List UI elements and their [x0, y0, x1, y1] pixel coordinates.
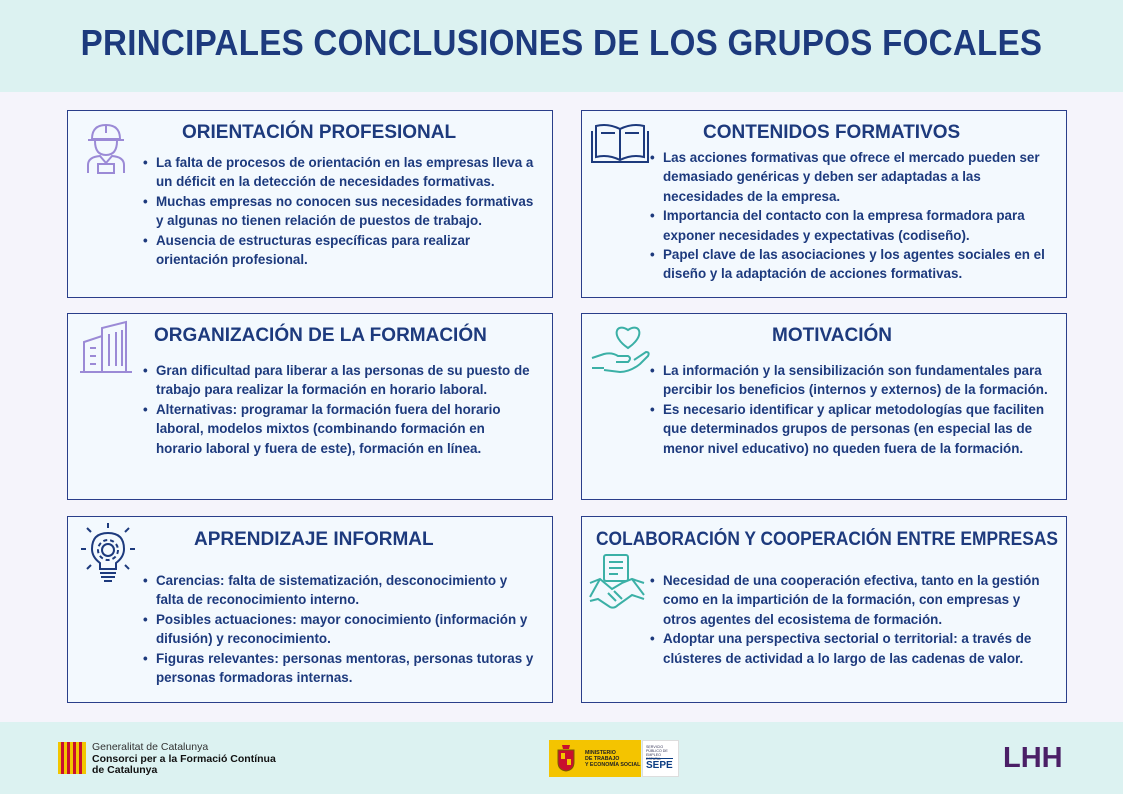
list-item: • La falta de procesos de orientación en las empresas lleva a un déficit en la detección de necesidades formativas. [156, 153, 534, 192]
card-title: MOTIVACIÓN [772, 325, 892, 346]
list-item: • Las acciones formativas que ofrece el mercado pueden ser demasiado genéricas y deben ser adaptadas a las necesidades de la empresa. [663, 148, 1055, 206]
lightbulb-gear-icon [80, 523, 136, 587]
heart-hand-icon [590, 318, 652, 376]
sepe-logo [642, 740, 679, 777]
card-colaboracion-cooperacion [581, 516, 1067, 703]
list-item: • Gran dificultad para liberar a las personas de su puesto de trabajo para realizar la formación en horario laboral. [156, 361, 534, 400]
bullet-list [156, 153, 534, 269]
list-item: • Ausencia de estructuras específicas para realizar orientación profesional. [156, 231, 534, 270]
ministerio-logo [549, 740, 641, 777]
gencat-logo [58, 742, 318, 776]
list-item: • Necesidad de una cooperación efectiva, tanto en la gestión como en la impartición de la formación, con empresas y otros agentes del ecosistema de formación. [663, 571, 1055, 629]
list-item: • Importancia del contacto con la empresa formadora para exponer necesidades y expectativas (codiseño). [663, 206, 1055, 245]
list-item: • Posibles actuaciones: mayor conocimiento (información y difusión) y reconocimiento. [156, 610, 536, 649]
card-title: ORIENTACIÓN PROFESIONAL [182, 122, 457, 143]
card-title: CONTENIDOS FORMATIVOS [703, 122, 961, 143]
ministerio-line-1: MINISTERIO [585, 750, 616, 756]
list-item: • Figuras relevantes: personas mentoras, personas tutoras y personas formadoras internas. [156, 649, 536, 688]
page-title: PRINCIPALES CONCLUSIONES DE LOS GRUPOS FOCALES [80, 22, 1043, 63]
bullet-list [663, 571, 1055, 668]
header-band [0, 0, 1123, 92]
ministerio-line-3: Y ECONOMÍA SOCIAL [585, 762, 641, 768]
list-item: • Es necesario identificar y aplicar metodologías que faciliten que determinados grupos de personas (en especial las de menor nivel educativo) no queden fuera de la formación. [663, 400, 1055, 458]
senyera-icon [58, 742, 86, 774]
card-orientacion-profesional [67, 110, 553, 298]
card-title: APRENDIZAJE INFORMAL [194, 529, 434, 550]
sepe-name: SEPE [646, 760, 673, 771]
ministerio-line-2: DE TRABAJO [585, 756, 620, 762]
coat-of-arms-icon [555, 744, 577, 772]
card-title: COLABORACIÓN Y COOPERACIÓN ENTRE EMPRESAS [596, 529, 1058, 550]
list-item: • La información y la sensibilización son fundamentales para percibir los beneficios (internos y externos) de la formación. [663, 361, 1055, 400]
gencat-line-2: Consorci per a la Formació Contínua [92, 752, 276, 765]
gencat-line-1: Generalitat de Catalunya [92, 741, 209, 753]
list-item: • Muchas empresas no conocen sus necesidades formativas y algunas no tienen relación de puestos de trabajo. [156, 192, 534, 231]
list-item: • Alternativas: programar la formación fuera del horario laboral, modelos mixtos (combinando formación en horario laboral y fuera de este), formación en línea. [156, 400, 534, 458]
card-motivacion [581, 313, 1067, 500]
building-icon [78, 320, 134, 376]
sepe-subtitle: SERVICIO PÚBLICO DE EMPLEO ESTATAL [646, 745, 668, 761]
card-title: ORGANIZACIÓN DE LA FORMACIÓN [154, 325, 487, 346]
bullet-list [156, 361, 534, 458]
card-aprendizaje-informal [67, 516, 553, 703]
worker-icon [80, 119, 132, 175]
card-contenidos-formativos [581, 110, 1067, 298]
handshake-icon [588, 553, 646, 609]
gencat-line-3: de Catalunya [92, 764, 158, 776]
bullet-list [156, 571, 536, 687]
list-item: • Carencias: falta de sistematización, desconocimiento y falta de reconocimiento interno. [156, 571, 536, 610]
card-organizacion-formacion [67, 313, 553, 500]
open-book-icon [590, 121, 650, 165]
lhh-logo: LHH [1003, 742, 1063, 774]
bullet-list [663, 148, 1055, 284]
list-item: • Papel clave de las asociaciones y los agentes sociales en el diseño y la adaptación de acciones formativas. [663, 245, 1055, 284]
bullet-list [663, 361, 1055, 458]
list-item: • Adoptar una perspectiva sectorial o territorial: a través de clústeres de actividad a lo largo de las cadenas de valor. [663, 629, 1055, 668]
